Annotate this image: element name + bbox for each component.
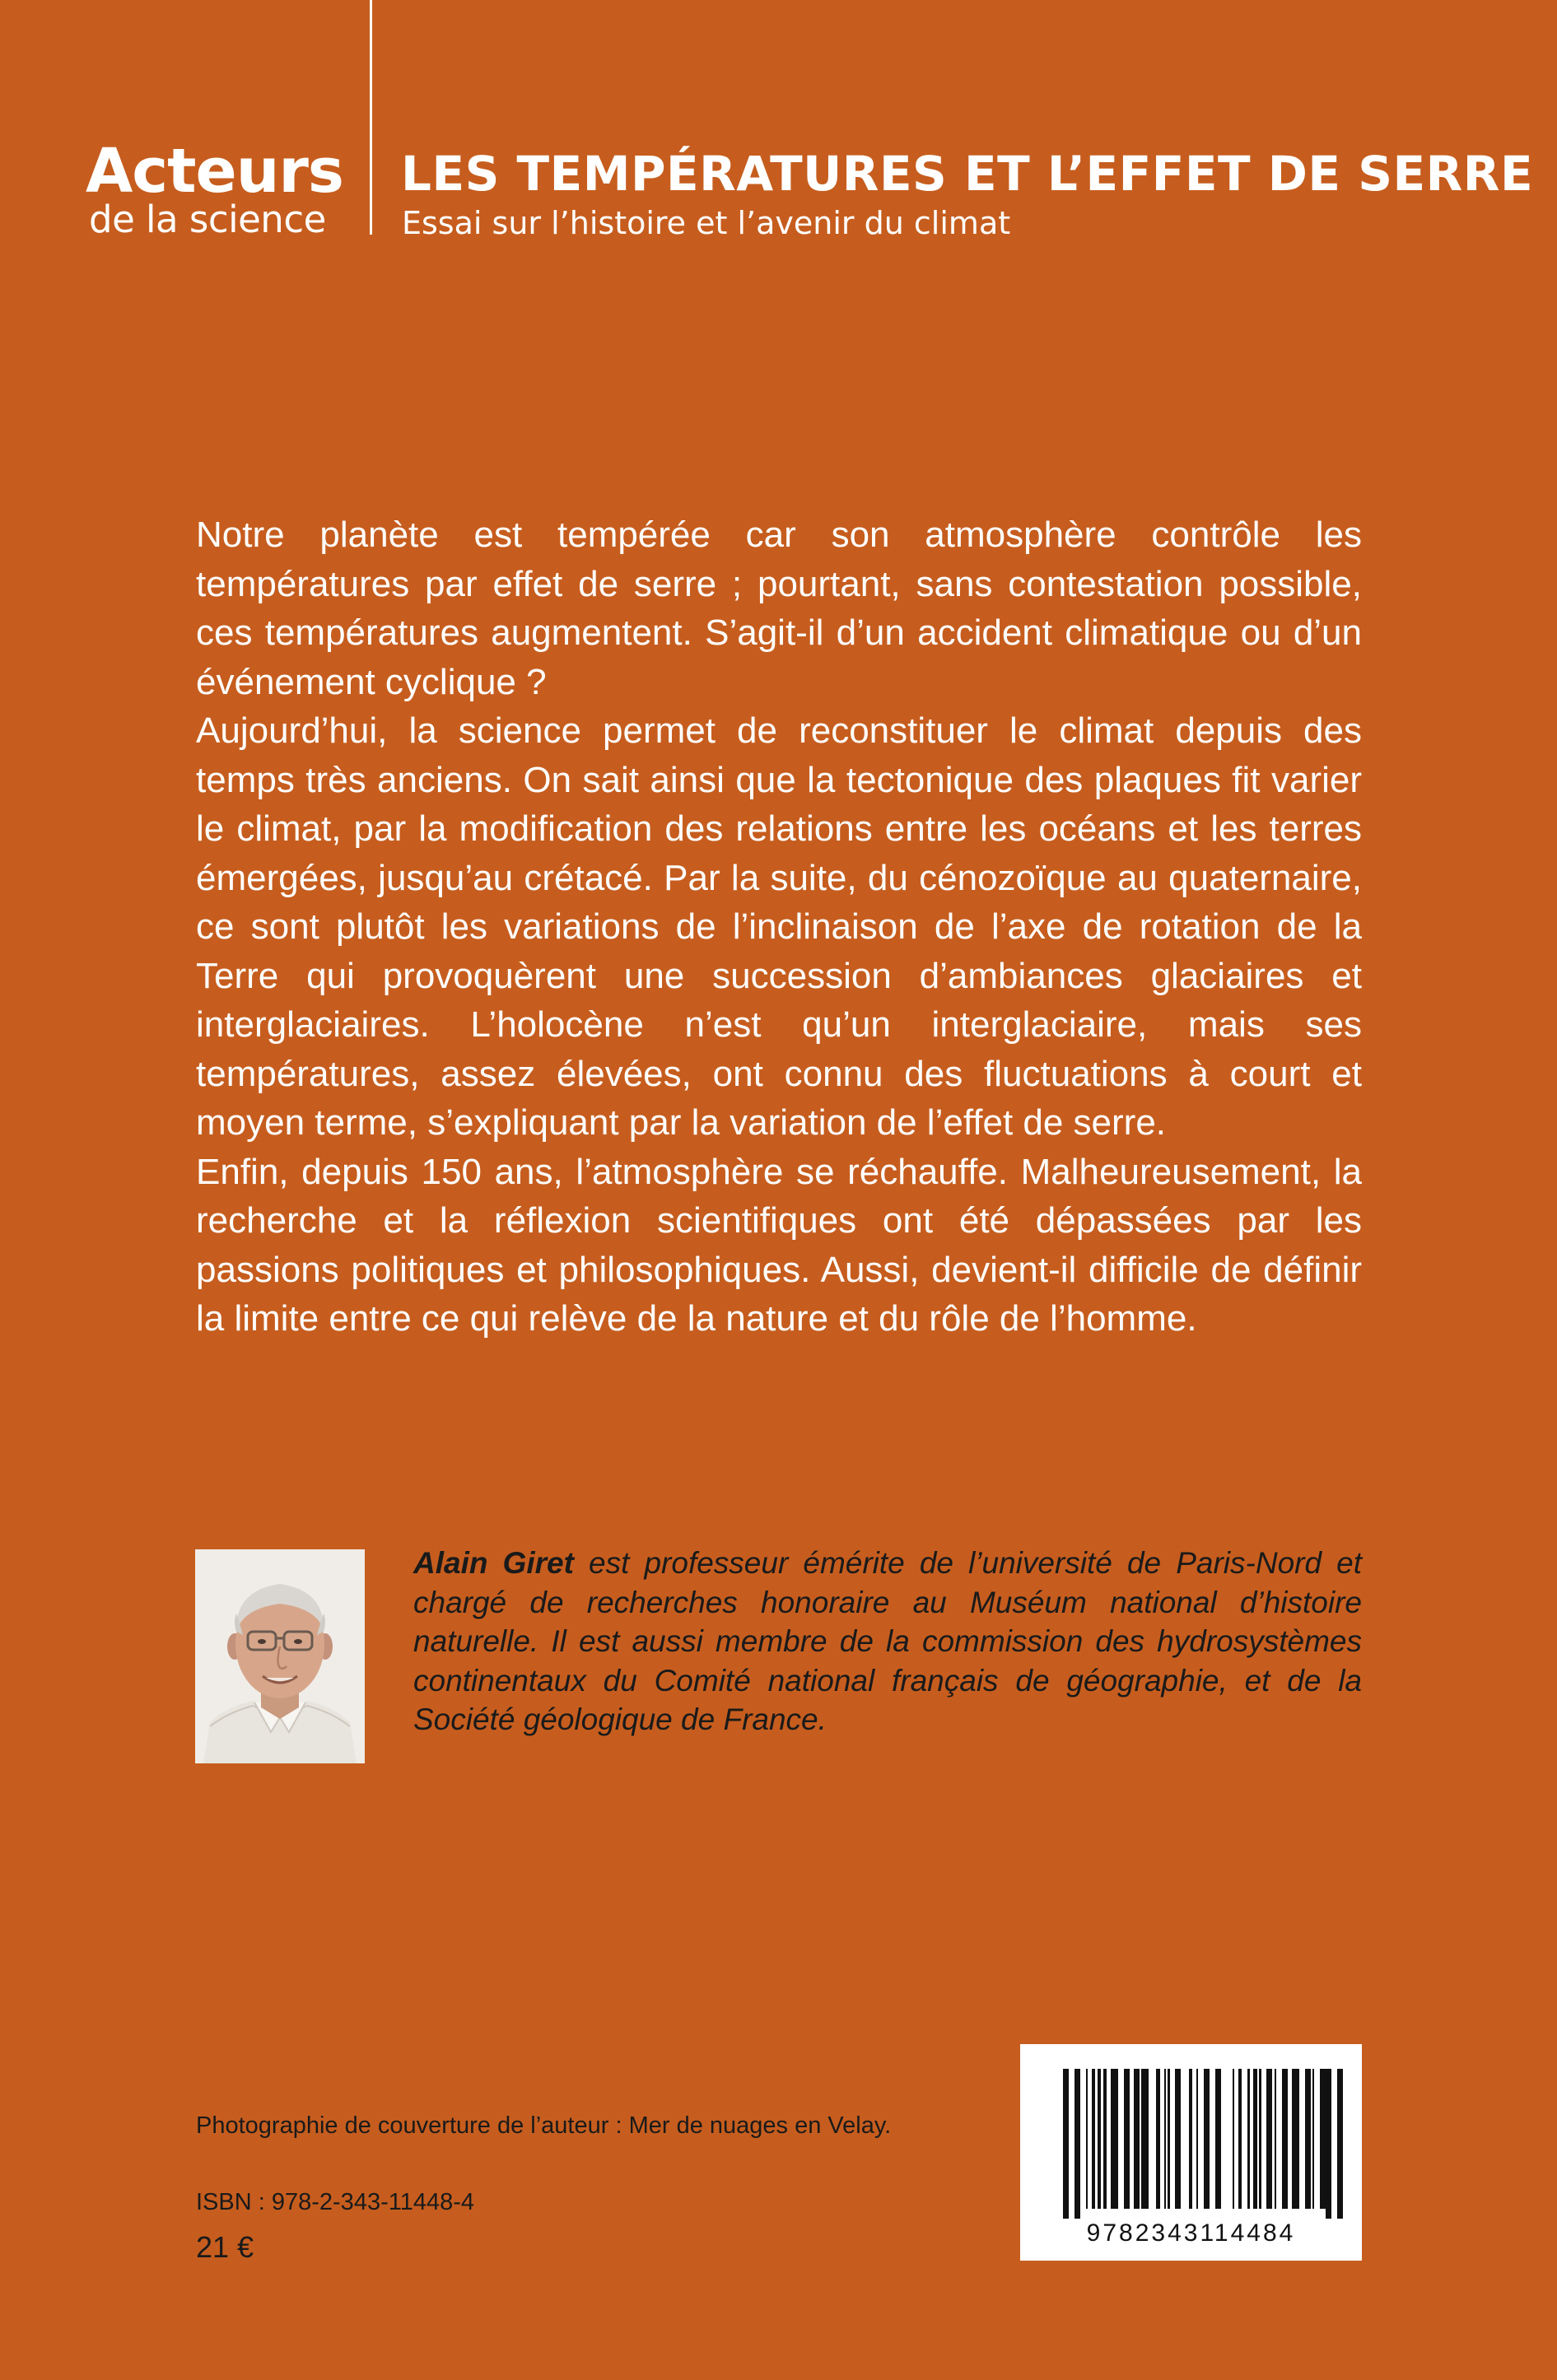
barcode-bar — [1331, 2069, 1337, 2219]
barcode-bar — [1314, 2069, 1320, 2209]
barcode-bar — [1063, 2069, 1069, 2219]
author-photo — [195, 1549, 365, 1763]
barcode-number: 9782343114484 — [1086, 2219, 1296, 2247]
barcode-bar — [1276, 2069, 1282, 2209]
barcode-bar — [1337, 2069, 1343, 2219]
barcode-bar — [1292, 2069, 1299, 2209]
barcode-bar — [1210, 2069, 1215, 2209]
series-subtitle: de la science — [89, 198, 326, 241]
barcode-bar — [1204, 2069, 1210, 2209]
barcode-bar — [1227, 2069, 1233, 2209]
barcode-bar — [1170, 2069, 1176, 2209]
barcode-bar — [1175, 2069, 1181, 2209]
barcode-bar — [1149, 2069, 1156, 2209]
barcode-bar — [1282, 2069, 1288, 2209]
barcode-bar — [1134, 2069, 1140, 2209]
barcode — [1020, 2044, 1362, 2261]
barcode-bar — [1124, 2069, 1130, 2209]
blurb-paragraph-2: Aujourd’hui, la science permet de reconstituer le climat depuis des temps très anciens. On sait ainsi que la tectonique des plaques fit varier le climat, par la modification des relations entre les océans et les terres émergées, jusqu’au crétacé. Par la suite, du cénozoïque au quaternaire, ce sont plutôt les variations de l’inclinaison de l’axe de rotation de la Terre qui provoquèrent une succession d’ambiances glaciaires et interglaciaires. L’holocène n’est qu’un interglaciaire, mais ses températures, assez élevées, ont connu des fluctuations à court et moyen terme, s’expliquant par la variation de l’effet de serre. — [196, 710, 1362, 1143]
barcode-bar — [1181, 2069, 1188, 2209]
isbn: ISBN : 978-2-343-11448-4 — [196, 2189, 475, 2215]
barcode-bar — [1118, 2069, 1124, 2209]
barcode-bar — [1198, 2069, 1204, 2209]
author-portrait-icon — [195, 1549, 365, 1763]
barcode-bar — [1326, 2069, 1331, 2219]
barcode-bar — [1261, 2069, 1267, 2209]
series-title: Acteurs — [86, 136, 343, 207]
barcode-bar — [1141, 2069, 1149, 2209]
author-bio-text: est professeur émérite de l’université de Paris-Nord et chargé de recherches honoraire au Muséum national d’histoire naturelle. Il est aussi membre de la commission des hydrosystèmes continentaux du Comité national français de géographie, et de la Société géologique de France. — [413, 1546, 1362, 1736]
barcode-bar — [1320, 2069, 1326, 2209]
photo-credit: Photographie de couverture de l’auteur : Mer de nuages en Velay. — [196, 2112, 892, 2139]
barcode-bar — [1215, 2069, 1221, 2209]
barcode-bar — [1299, 2069, 1305, 2209]
blurb — [196, 510, 1362, 1344]
barcode-bar — [1221, 2069, 1227, 2209]
book-title: LES TEMPÉRATURES ET L’EFFET DE SERRE — [401, 146, 1534, 202]
barcode-bar — [1242, 2069, 1247, 2209]
author-name: Alain Giret — [413, 1546, 574, 1580]
blurb-paragraph-3: Enfin, depuis 150 ans, l’atmosphère se réchauffe. Malheureusement, la recherche et la réflexion scientifiques ont été dépassées par les passions politiques et philosophiques. Aussi, devient-il difficile de définir la limite entre ce qui relève de la nature et du rôle de l’homme. — [196, 1151, 1362, 1339]
barcode-bar — [1305, 2069, 1311, 2209]
barcode-bar — [1080, 2069, 1086, 2209]
barcode-bar — [1266, 2069, 1272, 2209]
barcode-bars — [1063, 2069, 1343, 2219]
price: 21 € — [196, 2230, 254, 2264]
book-subtitle: Essai sur l’histoire et l’avenir du climat — [402, 205, 1011, 241]
blurb-paragraph-1: Notre planète est tempérée car son atmosphère contrôle les températures par effet de serre ; pourtant, sans contestation possible, ces températures augmentent. S’agit-il d’un accident climatique ou d’un événement cyclique ? — [196, 515, 1362, 702]
barcode-bar — [1075, 2069, 1080, 2219]
header-divider — [370, 0, 372, 235]
barcode-bar — [1111, 2069, 1118, 2209]
barcode-bar — [1069, 2069, 1075, 2219]
author-bio — [413, 1544, 1362, 1740]
